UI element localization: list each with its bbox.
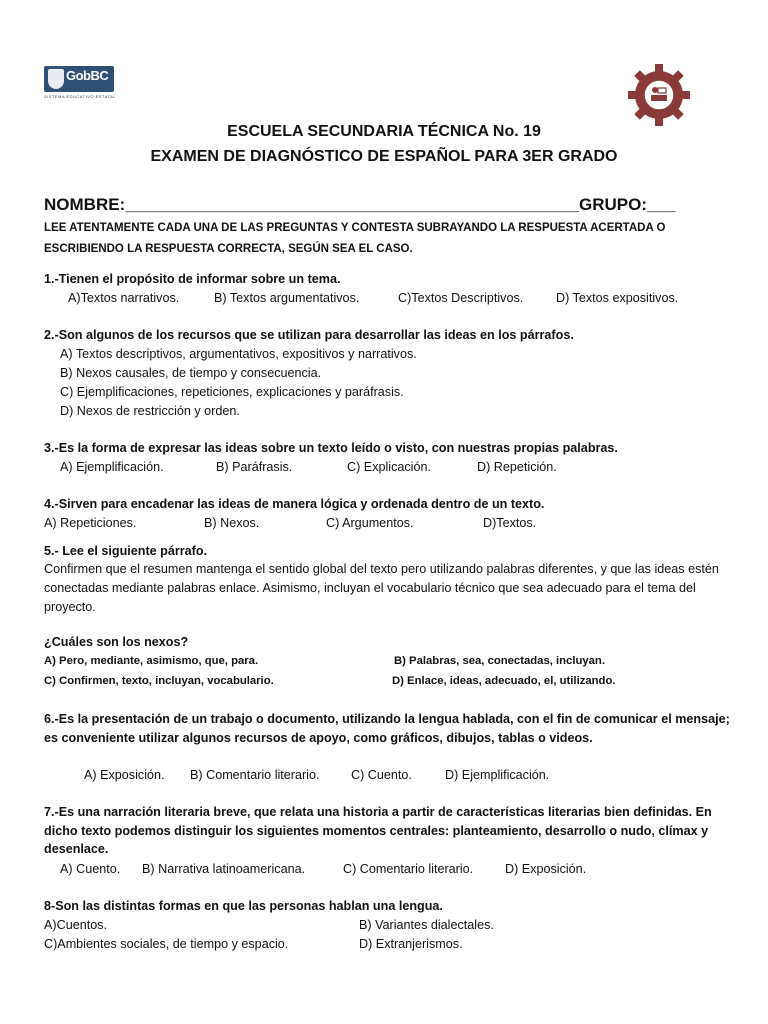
q5-option-b[interactable]: B) Palabras, sea, conectadas, incluyan. xyxy=(394,655,605,667)
q6-option-d[interactable]: D) Ejemplificación. xyxy=(445,768,550,782)
name-group-line[interactable]: NOMBRE:________________________________________________GRUPO:___ xyxy=(44,195,676,214)
q6-option-b[interactable]: B) Comentario literario. xyxy=(190,768,320,782)
shield-icon xyxy=(48,69,64,89)
q8-option-b[interactable]: B) Variantes dialectales. xyxy=(359,918,494,932)
gobbc-logo-subtext: SISTEMA EDUCATIVO ESTATAL xyxy=(44,94,116,99)
question-5: 5.- Lee el siguiente párrafo. xyxy=(44,544,208,558)
school-title: ESCUELA SECUNDARIA TÉCNICA No. 19 xyxy=(227,123,541,140)
q1-option-c[interactable]: C)Textos Descriptivos. xyxy=(398,291,524,305)
q2-option-c[interactable]: C) Ejemplificaciones, repeticiones, explicaciones y paráfrasis. xyxy=(60,385,404,399)
q7-option-b[interactable]: B) Narrativa latinoamericana. xyxy=(142,862,306,876)
q7-option-d[interactable]: D) Exposición. xyxy=(505,862,587,876)
question-3: 3.-Es la forma de expresar las ideas sobre un texto leído o visto, con nuestras propias palabras. xyxy=(44,441,618,455)
q5-option-c[interactable]: C) Confirmen, texto, incluyan, vocabulario. xyxy=(44,675,274,687)
q5-subquestion: ¿Cuáles son los nexos? xyxy=(44,635,189,649)
question-2: 2.-Son algunos de los recursos que se utilizan para desarrollar las ideas en los párrafos. xyxy=(44,328,574,342)
q3-option-a[interactable]: A) Ejemplificación. xyxy=(60,460,164,474)
question-6: 6.-Es la presentación de un trabajo o documento, utilizando la lengua hablada, con el fin de comunicar el mensaje; es conveniente utilizar algunos recursos de apoyo, como gráficos, dibujos, tablas o videos. xyxy=(44,712,730,745)
q5-option-d[interactable]: D) Enlace, ideas, adecuado, el, utilizando. xyxy=(392,675,616,687)
q3-option-d[interactable]: D) Repetición. xyxy=(477,460,557,474)
q7-option-c[interactable]: C) Comentario literario. xyxy=(343,862,474,876)
q2-option-d[interactable]: D) Nexos de restricción y orden. xyxy=(60,404,240,418)
question-4: 4.-Sirven para encadenar las ideas de manera lógica y ordenada dentro de un texto. xyxy=(44,497,545,511)
q6-option-a[interactable]: A) Exposición. xyxy=(84,768,165,782)
q1-option-a[interactable]: A)Textos narrativos. xyxy=(68,291,180,305)
q7-option-a[interactable]: A) Cuento. xyxy=(60,862,121,876)
question-1: 1.-Tienen el propósito de informar sobre un tema. xyxy=(44,272,341,286)
q8-option-c[interactable]: C)Ambientes sociales, de tiempo y espacio. xyxy=(44,937,289,951)
q4-option-c[interactable]: C) Argumentos. xyxy=(326,516,414,530)
question-8: 8-Son las distintas formas en que las personas hablan una lengua. xyxy=(44,899,443,913)
q5-paragraph: Confirmen que el resumen mantenga el sentido global del texto pero utilizando palabras diferentes, y que las ideas estén conectadas mediante palabras enlace. Asimismo, incluyan el vocabulario técnico que sea adecuado para el tema del proyecto. xyxy=(44,562,719,614)
q2-option-a[interactable]: A) Textos descriptivos, argumentativos, expositivos y narrativos. xyxy=(60,347,417,361)
q6-option-c[interactable]: C) Cuento. xyxy=(351,768,412,782)
gobbc-logo xyxy=(44,66,114,102)
question-7: 7.-Es una narración literaria breve, que relata una historia a partir de características literarias bien definidas. En dicho texto podemos distinguir los siguientes momentos centrales: planteamiento, desarrollo o nudo, clímax y desenlace. xyxy=(44,805,712,856)
gobbc-logo-badge xyxy=(44,66,114,92)
school-seal-gear-icon xyxy=(628,64,690,126)
q1-option-d[interactable]: D) Textos expositivos. xyxy=(556,291,679,305)
q4-option-b[interactable]: B) Nexos. xyxy=(204,516,260,530)
q4-option-d[interactable]: D)Textos. xyxy=(483,516,537,530)
q4-option-a[interactable]: A) Repeticiones. xyxy=(44,516,137,530)
q2-option-b[interactable]: B) Nexos causales, de tiempo y consecuencia. xyxy=(60,366,322,380)
q8-option-d[interactable]: D) Extranjerismos. xyxy=(359,937,463,951)
instructions: LEE ATENTAMENTE CADA UNA DE LAS PREGUNTAS Y CONTESTA SUBRAYANDO LA RESPUESTA ACERTADA O ESCRIBIENDO LA RESPUESTA CORRECTA, SEGÚN SEA EL CASO. xyxy=(44,222,666,255)
exam-title: EXAMEN DE DIAGNÓSTICO DE ESPAÑOL PARA 3ER GRADO xyxy=(150,148,618,165)
q3-option-c[interactable]: C) Explicación. xyxy=(347,460,431,474)
q8-option-a[interactable]: A)Cuentos. xyxy=(44,918,107,932)
q5-option-a[interactable]: A) Pero, mediante, asimismo, que, para. xyxy=(44,655,259,667)
q3-option-b[interactable]: B) Paráfrasis. xyxy=(216,460,293,474)
q1-option-b[interactable]: B) Textos argumentativos. xyxy=(214,291,360,305)
gobbc-logo-text: GobBC xyxy=(66,68,109,83)
